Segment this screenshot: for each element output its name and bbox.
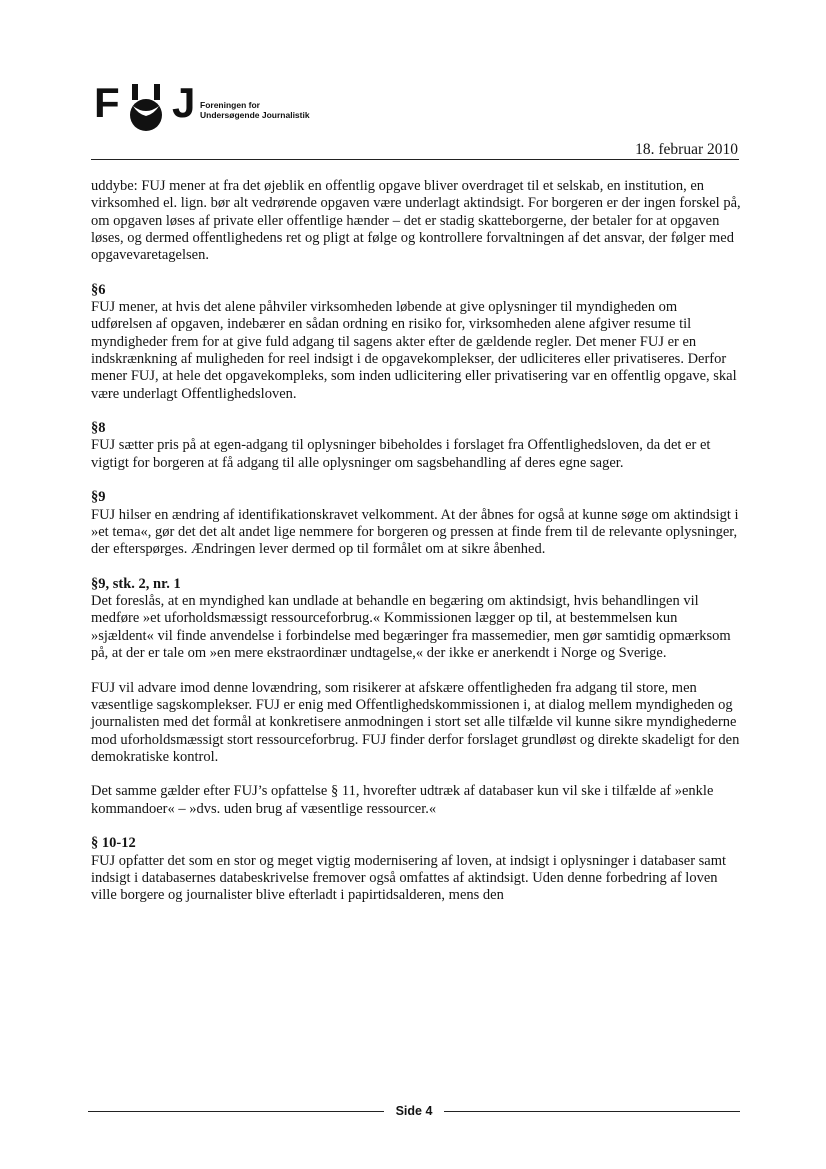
organization-name: [200, 100, 310, 120]
section-heading-6: §6: [91, 281, 106, 298]
org-line-2: Undersøgende Journalistik: [200, 110, 310, 120]
section-heading-10-12: § 10-12: [91, 835, 136, 852]
logo-letter-j: J: [172, 79, 196, 126]
section-heading-9-stk2: §9, stk. 2, nr. 1: [91, 575, 181, 592]
section-9-stk2-paragraph-2: FUJ vil advare imod denne lovændring, som risikerer at afskære offentligheden fra adgang til store, men væsentlige sagskomplekser. FUJ er enig med Offentlighedskommissionen i, at dialog mellem myndigheden og journalisten med det formål at konkretisere anmodningen i stort set alle tilfælde vil kunne sikre myndighederne mod uforholdsmæssigt stort ressourceforbrug. FUJ finder derfor forslaget grundløst og direkte skadeligt for den demokratiske kontrol.: [91, 679, 740, 765]
header-divider: [91, 159, 739, 160]
section-heading-9: §9: [91, 489, 106, 506]
section-6-paragraph: FUJ mener, at hvis det alene påhviler virksomheden løbende at give oplysninger til myndigheden om udførelsen af opgaven, indebærer en sådan ordning en risiko for, virksomheden alene afgiver resume til myndigheder frem for at give fuld adgang til sagens akter efter de gældende regler. Det mener FUJ er en indskrænkning af muligheden for reel indsigt i de opgavekomplekser, der udliciteres eller privatiseres. Derfor mener FUJ, at hele det opgavekompleks, som inden udlicitering eller privatisering var en offentlig opgave, skal være underlagt Offentlighedsloven.: [91, 299, 737, 402]
section-8-paragraph: FUJ sætter pris på at egen-adgang til oplysninger bibeholdes i forslaget fra Offentlighedsloven, da det er et vigtigt for borgeren at få adgang til alle oplysninger om sagsbehandling af deres egne sager.: [91, 437, 711, 471]
document-date: 18. februar 2010: [635, 141, 738, 158]
section-9-paragraph: FUJ hilser en ændring af identifikationskravet velkomment. At der åbnes for også at kunne søge om aktindsigt i »et tema«, gør det det alt andet lige nemmere for borgeren og pressen at finde frem til de relevante oplysninger, der efterspørges. Ændringen lever dermed op til formålet om at sikre åbenhed.: [91, 506, 739, 558]
section-9-stk2-paragraph-1: Det foreslås, at en myndighed kan undlade at behandle en begæring om aktindsigt, hvis behandlingen vil medføre »et uforholdsmæssigt ressourceforbrug.« Kommissionen lægger op til, at bestemmelsen kun »sjældent« vil finde anvendelse i forbindelse med begæringer fra massemedier, men gør samtidig opmærksom på, at der er tale om »en mere ekstraordinær undtagelse,« der ikke er anerkendt i Norge og Sverige.: [91, 593, 731, 662]
org-line-1: Foreningen for: [200, 100, 260, 110]
footer-rule-left: [88, 1111, 384, 1112]
page-footer: [88, 1102, 740, 1120]
page-number: Side 4: [395, 1104, 433, 1118]
document-body: [91, 178, 741, 922]
section-9-stk2-paragraph-3: Det samme gælder efter FUJ’s opfattelse § 11, hvorefter udtræk af databaser kun vil ske i tilfælde af »enkle kommandoer« – »dvs. uden brug af væsentlige ressourcer.«: [91, 783, 714, 817]
section-heading-8: §8: [91, 420, 106, 437]
intro-paragraph: uddybe: FUJ mener at fra det øjeblik en offentlig opgave bliver overdraget til et selskab, en institution, en virksomhed el. lign. bør alt vedrørende opgaven være underlagt aktindsigt. For borgeren er der ingen forskel på, om opgaven løses af private eller offentlige hænder – det er stadig skatteborgerne, der betaler for at opgaven løses, og dermed offentlighedens ret og pligt at følge og kontrollere forvaltningen af det ansvar, der følger med opgavevaretagelsen.: [91, 178, 741, 264]
footer-rule-right: [444, 1111, 740, 1112]
globe-mark-icon: [128, 78, 172, 138]
logo-letter-f: F: [94, 79, 120, 126]
section-10-12-paragraph: FUJ opfatter det som en stor og meget vigtig modernisering af loven, at indsigt i oplysninger i databaser samt indsigt i databasernes databeskrivelse fremover også omfattes af aktindsigt. Uden denne forbedring af loven ville borgere og journalister blive efterladt i papirtidsalderen, mens den: [91, 852, 727, 904]
fuj-logo: [90, 78, 350, 138]
